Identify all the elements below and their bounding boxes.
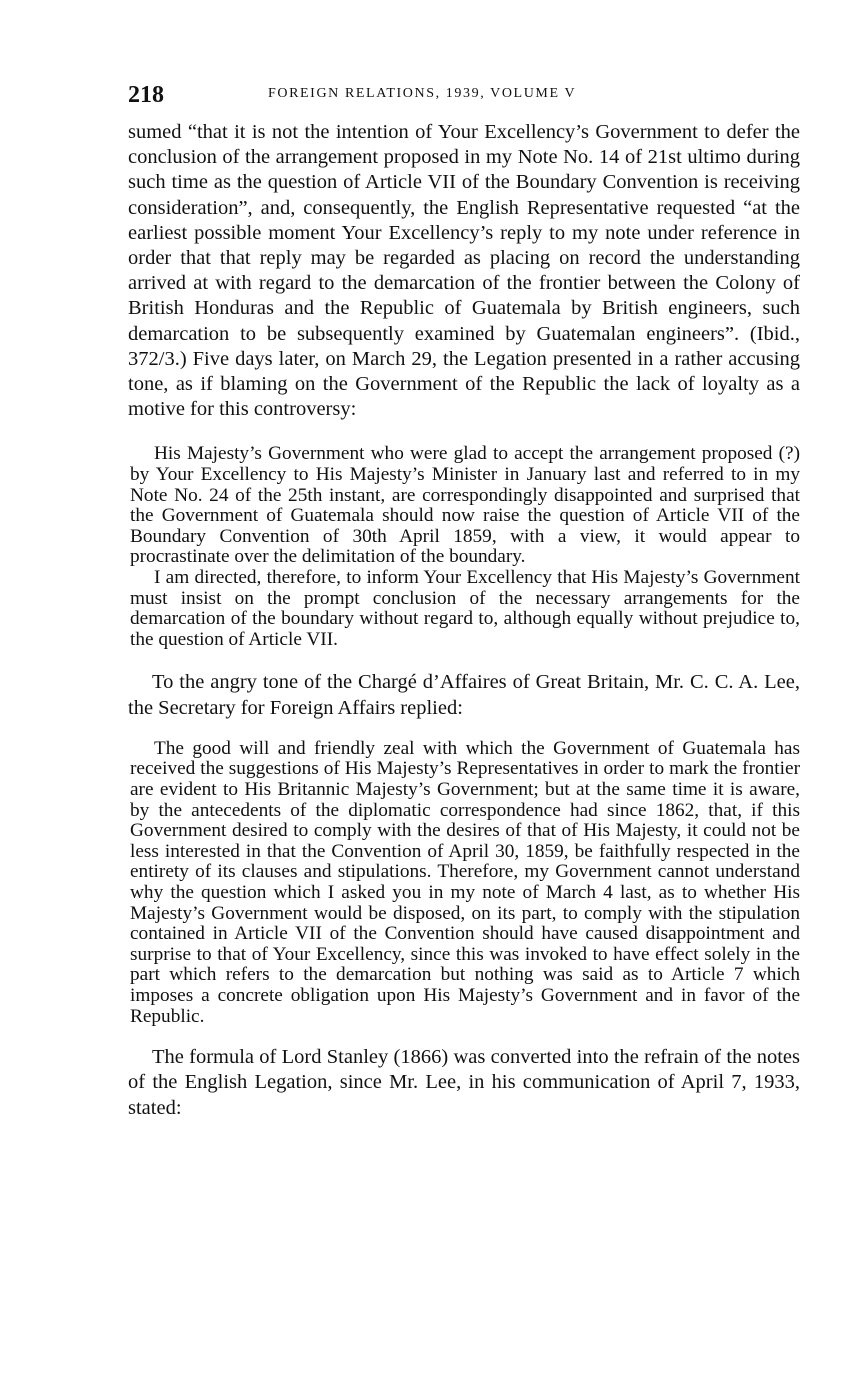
body-paragraph: sumed “that it is not the intention of Your Excellency’s Government to defer the conclusion of the arrangement proposed in my Note No. 14 of 21st ultimo during such time as the question of Article VII of the Boundary Convention is receiving consideration”, and, consequently, the English Representative requested “at the earliest possible moment Your Excellency’s reply to my note under reference in order that that reply may be regarded as placing on record the understanding arrived at with regard to the demarcation of the frontier between the Colony of British Honduras and the Republic of Guatemala by British engineers, such demarcation to be subsequently examined by Guatemalan engineers”. (Ibid., 372/3.) Five days later, on March 29, the Legation presented in a rather accusing tone, as if blaming on the Government of the Republic the lack of loyalty as a motive for this controversy: [128,121,800,421]
page-header [128,80,800,114]
block-quote: The good will and friendly zeal with which the Government of Guatemala has received the suggestions of His Majesty’s Representatives in order to mark the frontier are evident to His Britannic Majesty’s Government; but at the same time it is aware, by the antecedents of the diplomatic correspondence had since 1862, that, if this Government desired to comply with the desires of that of His Majesty, it could not be less interested in that the Convention of April 30, 1859, be faithfully respected in the entirety of its clauses and stipulations. Therefore, my Government cannot understand why the question which I asked you in my note of March 4 last, as to whether His Majesty’s Government would be disposed, on its part, to comply with the stipulation contained in Article VII of the Convention should have caused disappointment and surprise to that of Your Excellency, since this was invoked to have effect solely in the part which refers to the demarcation but nothing was said as to Article 7 which imposes a concrete obligation upon His Majesty’s Government and in favor of the Republic. [130,737,800,1027]
block-quote: His Majesty’s Government who were glad to accept the arrangement proposed (?) by Your Excellency to His Majesty’s Minister in January last and referred to in my Note No. 24 of the 25th instant, are correspondingly disappointed and surprised that the Government of Guatemala should now raise the question of Article VII of the Boundary Convention of 30th April 1859, with a view, it would appear to procrastinate over the delimitation of the boundary. [130,443,800,568]
running-title: FOREIGN RELATIONS, 1939, VOLUME V [268,86,577,101]
body-paragraph: To the angry tone of the Chargé d’Affaires of Great Britain, Mr. C. C. A. Lee, the Secretary for Foreign Affairs replied: [128,671,800,719]
body-paragraph: The formula of Lord Stanley (1866) was converted into the refrain of the notes of the English Legation, since Mr. Lee, in his communication of April 7, 1933, stated: [128,1046,800,1119]
block-quote: I am directed, therefore, to inform Your Excellency that His Majesty’s Government must insist on the prompt conclusion of the necessary arrangements for the demarcation of the boundary without regard to, although equally without prejudice to, the question of Article VII. [130,567,800,650]
page-number: 218 [128,82,164,108]
document-page [128,80,800,1121]
